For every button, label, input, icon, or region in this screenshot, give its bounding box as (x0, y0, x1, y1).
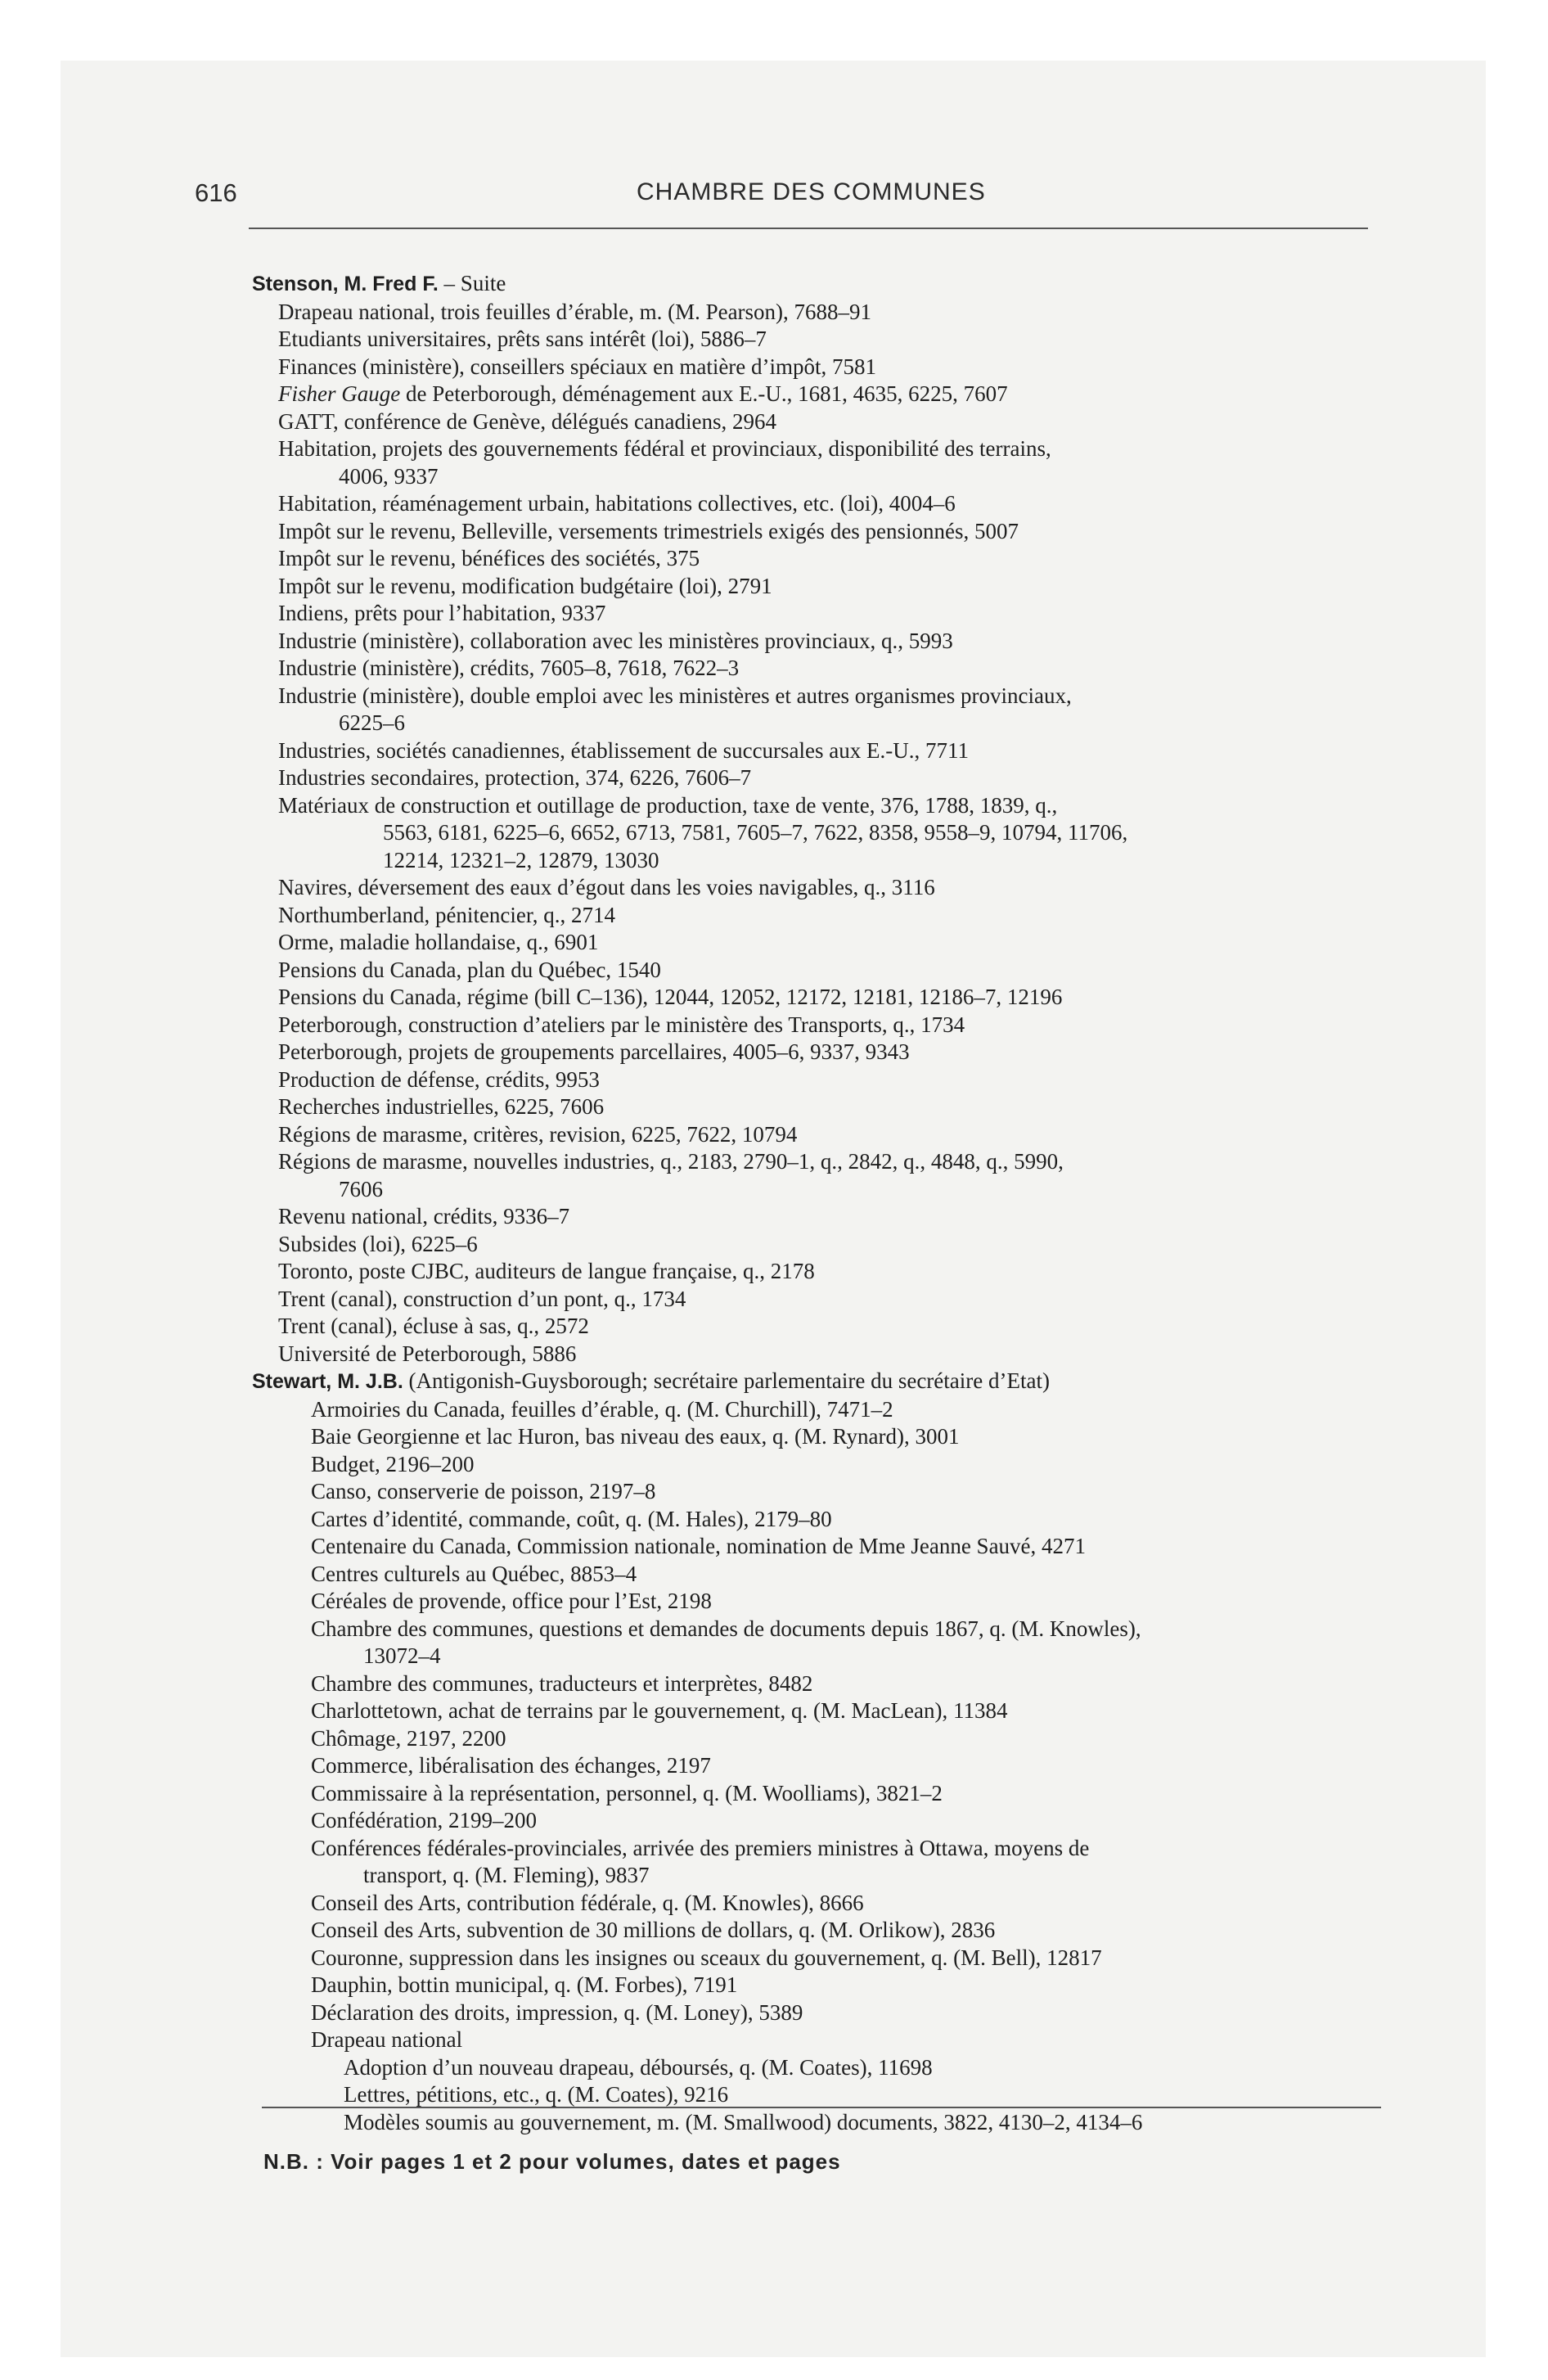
index-entry-continuation: 13072–4 (363, 1643, 441, 1668)
index-entry: Subsides (loi), 6225–6 (278, 1231, 478, 1256)
index-entry (252, 381, 1414, 408)
member-name: Stewart, M. J.B. (252, 1370, 403, 1393)
index-entry-continuation: 6225–6 (339, 710, 405, 735)
index-entry: Budget, 2196–200 (311, 1451, 475, 1476)
index-entry: Confédération, 2199–200 (311, 1808, 537, 1832)
index-entry: Cartes d’identité, commande, coût, q. (M. Hales), 2179–80 (311, 1506, 832, 1531)
index-entry: Conseil des Arts, contribution fédérale, q. (M. Knowles), 8666 (311, 1890, 864, 1915)
header-rule (249, 228, 1368, 229)
index-entry: Habitation, réaménagement urbain, habitations collectives, etc. (loi), 4004–6 (278, 491, 956, 516)
entry-text: de Peterborough, déménagement aux E.-U., 1681, 4635, 6225, 7607 (400, 381, 1008, 406)
index-entry: Northumberland, pénitencier, q., 2714 (278, 902, 616, 927)
index-entry: Charlottetown, achat de terrains par le gouvernement, q. (M. MacLean), 11384 (311, 1698, 1008, 1723)
index-entry: Centres culturels au Québec, 8853–4 (311, 1561, 637, 1586)
member-suffix: – Suite (438, 271, 506, 295)
index-entry: Chambre des communes, traducteurs et interprètes, 8482 (311, 1670, 813, 1696)
index-entry: Habitation, projets des gouvernements fédéral et provinciaux, disponibilité des terrains, (278, 436, 1051, 461)
index-entry: Couronne, suppression dans les insignes ou sceaux du gouvernement, q. (M. Bell), 12817 (311, 1945, 1102, 1970)
index-entry: Pensions du Canada, régime (bill C–136), 12044, 12052, 12172, 12181, 12186–7, 12196 (278, 985, 1063, 1009)
index-entry: Dauphin, bottin municipal, q. (M. Forbes), 7191 (311, 1972, 738, 1997)
index-entry: Déclaration des droits, impression, q. (M. Loney), 5389 (311, 1999, 803, 2025)
index-entry: Commerce, libéralisation des échanges, 2197 (311, 1753, 711, 1778)
entry-italic: Fisher Gauge (278, 381, 401, 406)
index-subentry: Adoption d’un nouveau drapeau, déboursés, q. (M. Coates), 11698 (344, 2054, 933, 2080)
member-name: Stenson, M. Fred F. (252, 273, 439, 295)
index-entry: Chômage, 2197, 2200 (311, 1725, 506, 1751)
index-entry: Industrie (ministère), crédits, 7605–8, 7618, 7622–3 (278, 656, 740, 680)
index-entry: Orme, maladie hollandaise, q., 6901 (278, 930, 599, 954)
index-entry: Industries secondaires, protection, 374, 6226, 7606–7 (278, 765, 752, 790)
member-heading (252, 270, 1414, 299)
index-subentry: Lettres, pétitions, etc., q. (M. Coates), 9216 (344, 2082, 729, 2107)
page-number: 616 (195, 178, 237, 207)
index-entry: Université de Peterborough, 5886 (278, 1341, 577, 1366)
index-entry-continuation: 5563, 6181, 6225–6, 6652, 6713, 7581, 7605–7, 7622, 8358, 9558–9, 10794, 11706, (383, 820, 1128, 845)
index-entry: Industries, sociétés canadiennes, établissement de succursales aux E.-U., 7711 (278, 737, 969, 763)
index-entry: Matériaux de construction et outillage de production, taxe de vente, 376, 1788, 1839, q., (278, 792, 1058, 818)
index-entry: Armoiries du Canada, feuilles d’érable, q. (M. Churchill), 7471–2 (311, 1396, 893, 1422)
index-entry: Trent (canal), construction d’un pont, q., 1734 (278, 1286, 686, 1311)
index-entry: Impôt sur le revenu, bénéfices des sociétés, 375 (278, 546, 700, 570)
index-entry: Toronto, poste CJBC, auditeurs de langue française, q., 2178 (278, 1259, 815, 1283)
index-entry: Revenu national, crédits, 9336–7 (278, 1204, 570, 1228)
index-entry: Drapeau national (311, 2027, 463, 2052)
index-entry: Peterborough, construction d’ateliers par le ministère des Transports, q., 1734 (278, 1012, 965, 1037)
index-entry: Navires, déversement des eaux d’égout dans les voies navigables, q., 3116 (278, 875, 935, 899)
index-entry: Industrie (ministère), collaboration avec les ministères provinciaux, q., 5993 (278, 628, 953, 653)
running-title: CHAMBRE DES COMMUNES (637, 178, 986, 205)
index-entry: Chambre des communes, questions et demandes de documents depuis 1867, q. (M. Knowles), (311, 1616, 1141, 1641)
index-entry: Trent (canal), écluse à sas, q., 2572 (278, 1314, 589, 1338)
index-subentry: Modèles soumis au gouvernement, m. (M. Smallwood) documents, 3822, 4130–2, 4134–6 (344, 2109, 1143, 2134)
index-entry-continuation: transport, q. (M. Fleming), 9837 (363, 1863, 650, 1887)
index-entry: Canso, conserverie de poisson, 2197–8 (311, 1479, 656, 1503)
index-entry: Drapeau national, trois feuilles d’érable, m. (M. Pearson), 7688–91 (278, 299, 872, 324)
index-entry: GATT, conférence de Genève, délégués canadiens, 2964 (278, 408, 776, 434)
index-entry: Impôt sur le revenu, modification budgétaire (loi), 2791 (278, 573, 772, 598)
index-entry: Commissaire à la représentation, personnel, q. (M. Woolliams), 3821–2 (311, 1780, 943, 1805)
index-entry: Impôt sur le revenu, Belleville, versements trimestriels exigés des pensionnés, 5007 (278, 518, 1019, 543)
index-entry-continuation: 12214, 12321–2, 12879, 13030 (383, 847, 659, 872)
index-entry: Indiens, prêts pour l’habitation, 9337 (278, 601, 606, 625)
index-entry: Etudiants universitaires, prêts sans intérêt (loi), 5886–7 (278, 327, 767, 351)
index-entry: Industrie (ministère), double emploi avec les ministères et autres organismes provinciaux, (278, 683, 1072, 708)
index-entry: Céréales de provende, office pour l’Est, 2198 (311, 1589, 712, 1613)
member-heading (252, 1368, 1414, 1396)
index-entry: Finances (ministère), conseillers spéciaux en matière d’impôt, 7581 (278, 354, 877, 379)
index-entry: Conseil des Arts, subvention de 30 millions de dollars, q. (M. Orlikow), 2836 (311, 1918, 996, 1942)
index-entry: Régions de marasme, critères, revision, 6225, 7622, 10794 (278, 1121, 798, 1147)
index-entry: Peterborough, projets de groupements parcellaires, 4005–6, 9337, 9343 (278, 1039, 910, 1064)
footer-note: N.B. : Voir pages 1 et 2 pour volumes, dates et pages (263, 2149, 841, 2174)
index-entry: Recherches industrielles, 6225, 7606 (278, 1094, 605, 1119)
index-entry: Conférences fédérales-provinciales, arrivée des premiers ministres à Ottawa, moyens de (311, 1835, 1090, 1860)
index-entry-continuation: 7606 (339, 1176, 383, 1201)
index-entry: Baie Georgienne et lac Huron, bas niveau des eaux, q. (M. Rynard), 3001 (311, 1424, 960, 1449)
index-content (252, 270, 1414, 2136)
page-header (195, 178, 1381, 219)
index-entry: Régions de marasme, nouvelles industries, q., 2183, 2790–1, q., 2842, q., 4848, q., 5990, (278, 1149, 1064, 1174)
index-entry: Production de défense, crédits, 9953 (278, 1066, 600, 1092)
index-entry: Pensions du Canada, plan du Québec, 1540 (278, 957, 661, 982)
footer-rule (262, 2107, 1381, 2108)
index-entry-continuation: 4006, 9337 (339, 463, 439, 489)
index-entry: Centenaire du Canada, Commission nationale, nomination de Mme Jeanne Sauvé, 4271 (311, 1534, 1087, 1558)
member-suffix: (Antigonish-Guysborough; secrétaire parlementaire du secrétaire d’Etat) (403, 1368, 1050, 1393)
